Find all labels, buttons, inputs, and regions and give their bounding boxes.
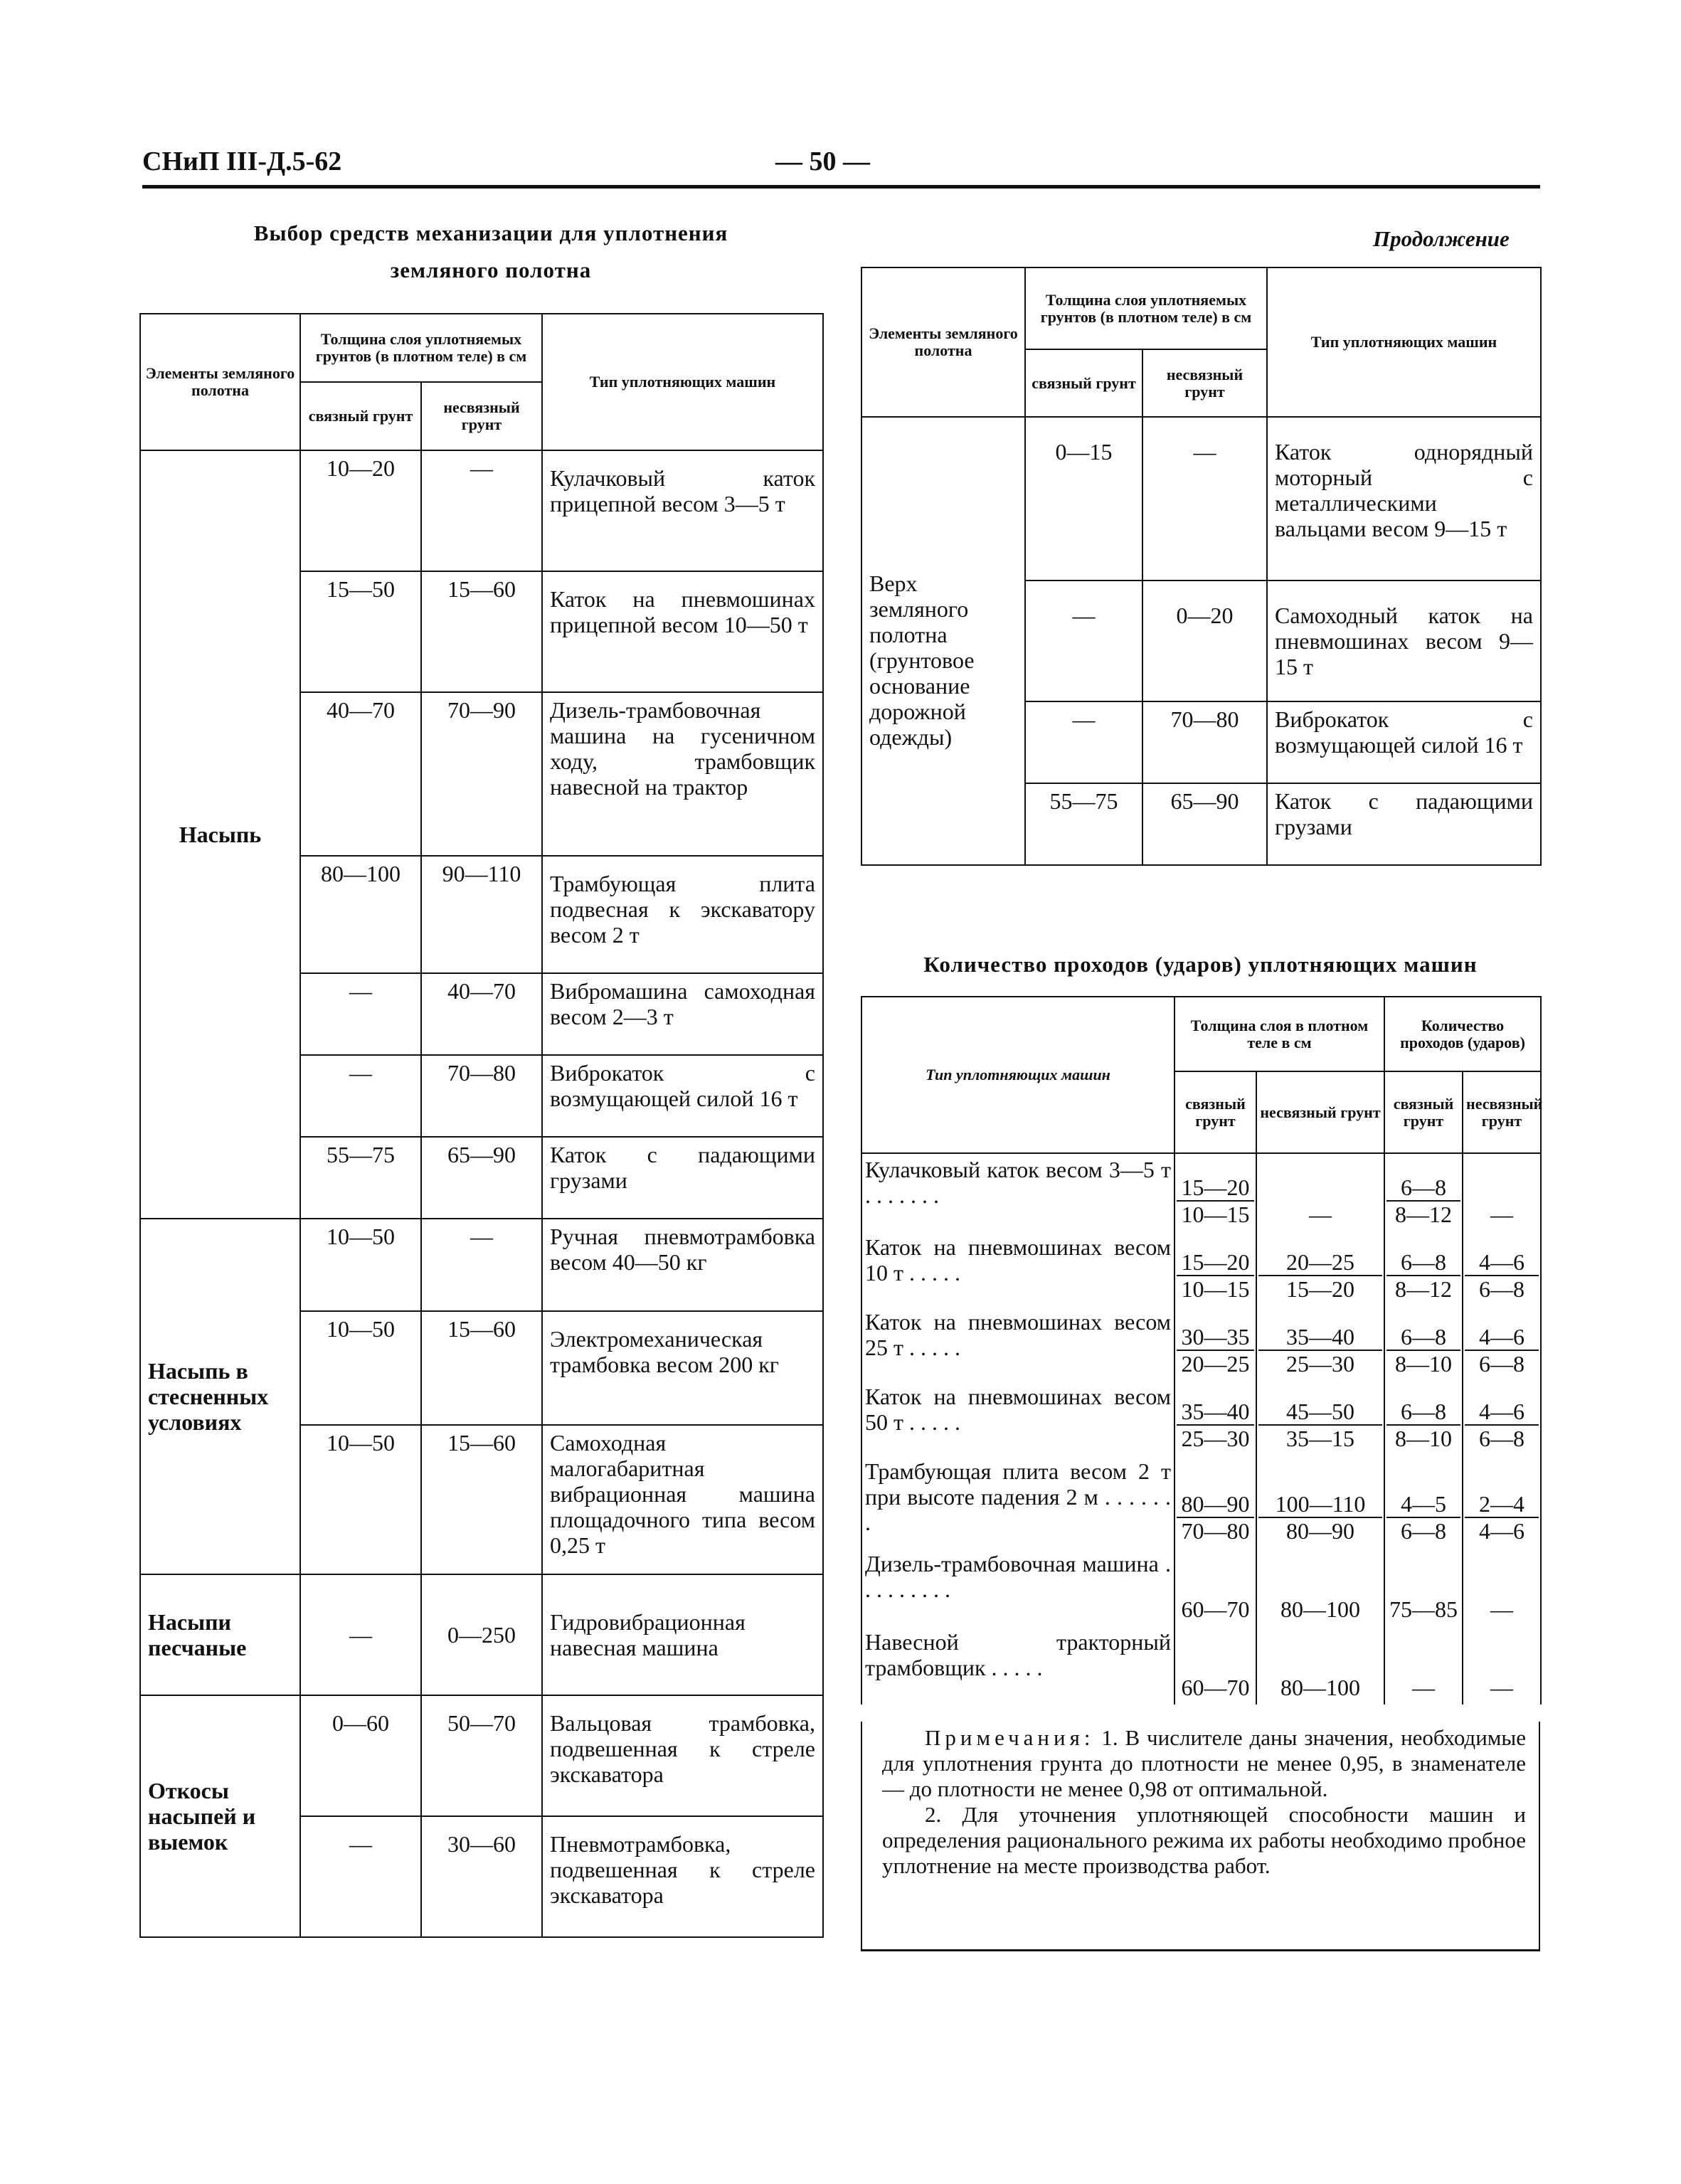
t3-cell-thick-cohesive-value: 60—70 bbox=[1181, 1675, 1250, 1700]
t1-cell-noncohesive: 15—60 bbox=[421, 571, 542, 692]
t1-cell-noncohesive: 40—70 bbox=[421, 973, 542, 1055]
t3-cell-thick-noncohesive-denominator: 80—90 bbox=[1286, 1518, 1354, 1544]
t1-cell-cohesive: 10—50 bbox=[300, 1425, 421, 1574]
t1-element-constrained-embankment: Насыпь в стесненных условиях bbox=[140, 1219, 300, 1574]
t1-header-machine: Тип уплотняющих машин bbox=[542, 314, 823, 450]
table3-caption: Количество проходов (ударов) уплотняющих машин bbox=[923, 952, 1478, 977]
document-code: СНиП III-Д.5-62 bbox=[142, 147, 342, 176]
t1-cell-noncohesive: 65—90 bbox=[421, 1137, 542, 1219]
t3-cell-thick-noncohesive-denominator: 15—20 bbox=[1286, 1276, 1354, 1302]
compaction-passes-table bbox=[861, 996, 1542, 1705]
t3-cell-thick-noncohesive bbox=[1256, 1626, 1384, 1705]
t3-cell-pass-cohesive-numerator: 6—8 bbox=[1386, 1324, 1460, 1351]
t3-cell-pass-cohesive bbox=[1384, 1626, 1463, 1705]
t1-cell-cohesive: — bbox=[300, 1816, 421, 1937]
t1-cell-machine: Электромеханическая трамбовка весом 200 кг bbox=[542, 1311, 823, 1425]
table-row bbox=[861, 1456, 1541, 1548]
table-row bbox=[140, 1574, 823, 1695]
t2-cell-noncohesive: 0—20 bbox=[1142, 581, 1267, 701]
t3-cell-pass-noncohesive-denominator: 6—8 bbox=[1479, 1351, 1525, 1377]
t3-cell-thick-cohesive bbox=[1174, 1456, 1256, 1548]
t1-cell-cohesive: 80—100 bbox=[300, 856, 421, 973]
t3-cell-thick-cohesive-numerator: 15—20 bbox=[1177, 1175, 1254, 1202]
t1-cell-noncohesive: 50—70 bbox=[421, 1695, 542, 1816]
t3-cell-pass-noncohesive bbox=[1463, 1153, 1541, 1231]
t1-header-noncohesive: несвязный грунт bbox=[421, 382, 542, 450]
t3-cell-thick-noncohesive bbox=[1256, 1231, 1384, 1306]
t1-cell-noncohesive: 15—60 bbox=[421, 1311, 542, 1425]
t1-cell-machine: Вибромашина самоходная весом 2—3 т bbox=[542, 973, 823, 1055]
t3-cell-pass-cohesive-denominator: 8—12 bbox=[1395, 1276, 1453, 1302]
t2-header-cohesive: связный грунт bbox=[1025, 349, 1142, 417]
t1-cell-machine: Ручная пневмотрамбовка весом 40—50 кг bbox=[542, 1219, 823, 1311]
t3-cell-pass-cohesive-numerator: 6—8 bbox=[1386, 1175, 1460, 1202]
t1-header-thickness: Толщина слоя уплотняемых грунтов (в плотном теле) в см bbox=[300, 314, 542, 382]
t3-cell-thick-cohesive bbox=[1174, 1153, 1256, 1231]
t2-cell-machine: Виброкаток с возмущающей силой 16 т bbox=[1267, 701, 1541, 783]
table-row bbox=[861, 1626, 1541, 1705]
t3-cell-pass-noncohesive bbox=[1463, 1231, 1541, 1306]
t1-cell-machine: Виброкаток с возмущающей силой 16 т bbox=[542, 1055, 823, 1137]
t3-cell-pass-cohesive-numerator: 6—8 bbox=[1386, 1399, 1460, 1426]
table1-caption-line2: земляного полотна bbox=[390, 258, 592, 282]
note-2: 2. Для уточнения уплотняющей способности машин и определения рационального режима их работы необходимо пробное уплотнение на месте производства работ. bbox=[882, 1802, 1526, 1878]
t1-header-element: Элементы земляного полотна bbox=[140, 314, 300, 450]
t1-cell-machine: Кулачковый каток прицепной весом 3—5 т bbox=[542, 450, 823, 571]
t2-header-element: Элементы земляного полотна bbox=[861, 267, 1025, 417]
t3-cell-pass-cohesive-denominator: 8—10 bbox=[1395, 1426, 1453, 1451]
t1-element-embankment: Насыпь bbox=[140, 450, 300, 1219]
t3-cell-pass-noncohesive-value: — bbox=[1490, 1202, 1514, 1227]
t3-cell-thick-noncohesive-numerator: 35—40 bbox=[1258, 1324, 1382, 1351]
t3-cell-pass-cohesive bbox=[1384, 1306, 1463, 1381]
t3-cell-thick-cohesive bbox=[1174, 1381, 1256, 1456]
t2-header-thickness: Толщина слоя уплотняемых грунтов (в плотном теле) в см bbox=[1025, 267, 1267, 349]
t2-header-machine: Тип уплотняющих машин bbox=[1267, 267, 1541, 417]
t3-cell-pass-noncohesive-value: — bbox=[1490, 1675, 1514, 1700]
top-of-subgrade-table bbox=[861, 267, 1542, 866]
t2-cell-cohesive: 0—15 bbox=[1025, 417, 1142, 581]
t1-cell-machine: Самоходная малогабаритная вибрационная машина площадочного типа весом 0,25 т bbox=[542, 1425, 823, 1574]
table-row bbox=[861, 1231, 1541, 1306]
t3-cell-machine: Каток на пневмошинах весом 10 т . . . . . bbox=[861, 1231, 1174, 1306]
table-row bbox=[140, 450, 823, 571]
t3-cell-machine: Дизель-трамбовочная машина . . . . . . . . . bbox=[861, 1548, 1174, 1626]
t1-cell-noncohesive: — bbox=[421, 1219, 542, 1311]
t3-cell-pass-noncohesive bbox=[1463, 1548, 1541, 1626]
t3-header-thick-cohesive: связный грунт bbox=[1174, 1071, 1256, 1153]
t3-cell-thick-cohesive bbox=[1174, 1306, 1256, 1381]
t3-cell-pass-noncohesive-value: — bbox=[1490, 1596, 1514, 1622]
table-row bbox=[861, 1548, 1541, 1626]
t3-cell-pass-cohesive-denominator: 8—12 bbox=[1395, 1202, 1453, 1227]
t3-cell-pass-cohesive-numerator: 6—8 bbox=[1386, 1249, 1460, 1276]
t3-cell-thick-cohesive-denominator: 20—25 bbox=[1181, 1351, 1250, 1377]
t3-cell-pass-noncohesive bbox=[1463, 1626, 1541, 1705]
t3-cell-thick-noncohesive bbox=[1256, 1306, 1384, 1381]
table-row bbox=[140, 1695, 823, 1816]
t3-cell-thick-noncohesive-numerator: 20—25 bbox=[1258, 1249, 1382, 1276]
t3-cell-pass-noncohesive-numerator: 4—6 bbox=[1465, 1249, 1539, 1276]
t3-cell-thick-cohesive bbox=[1174, 1548, 1256, 1626]
t3-cell-thick-cohesive-denominator: 25—30 bbox=[1181, 1426, 1250, 1451]
t3-cell-thick-cohesive-denominator: 10—15 bbox=[1181, 1202, 1250, 1227]
t1-cell-cohesive: 15—50 bbox=[300, 571, 421, 692]
t2-cell-machine: Самоходный каток на пневмошинах весом 9—15 т bbox=[1267, 581, 1541, 701]
table-row bbox=[861, 1381, 1541, 1456]
t1-cell-cohesive: 10—50 bbox=[300, 1311, 421, 1425]
t1-cell-noncohesive: 30—60 bbox=[421, 1816, 542, 1937]
t3-cell-thick-cohesive-numerator: 30—35 bbox=[1177, 1324, 1254, 1351]
t2-cell-noncohesive: 70—80 bbox=[1142, 701, 1267, 783]
table-row bbox=[861, 1153, 1541, 1231]
page-number: — 50 — bbox=[775, 147, 870, 176]
t2-cell-cohesive: — bbox=[1025, 581, 1142, 701]
t3-cell-pass-cohesive bbox=[1384, 1548, 1463, 1626]
t3-cell-pass-cohesive bbox=[1384, 1231, 1463, 1306]
t3-cell-pass-noncohesive bbox=[1463, 1306, 1541, 1381]
table3-left-rule bbox=[861, 1722, 862, 1949]
t1-cell-machine: Гидровибрационная навесная машина bbox=[542, 1574, 823, 1695]
t3-cell-pass-noncohesive-denominator: 6—8 bbox=[1479, 1426, 1525, 1451]
t2-cell-machine: Каток однорядный моторный с металлическими вальцами весом 9—15 т bbox=[1267, 417, 1541, 581]
t3-cell-pass-cohesive-denominator: 8—10 bbox=[1395, 1351, 1453, 1377]
t3-cell-pass-cohesive-numerator: 4—5 bbox=[1386, 1491, 1460, 1518]
t3-cell-thick-noncohesive-value: 80—100 bbox=[1280, 1675, 1360, 1700]
t1-cell-machine: Трамбующая плита подвесная к экскаватору весом 2 т bbox=[542, 856, 823, 973]
t2-element-subgrade-top: Верх земляного полотна (грунтовое основание дорожной одежды) bbox=[861, 417, 1025, 865]
t3-cell-thick-noncohesive bbox=[1256, 1548, 1384, 1626]
t3-header-pass-noncohesive: несвязный грунт bbox=[1463, 1071, 1541, 1153]
table3-right-rule bbox=[1539, 1722, 1540, 1949]
t3-cell-thick-noncohesive-denominator: 25—30 bbox=[1286, 1351, 1354, 1377]
notes-label: Примечания: bbox=[925, 1725, 1095, 1750]
t3-cell-thick-noncohesive-numerator: 45—50 bbox=[1258, 1399, 1382, 1426]
t1-cell-cohesive: 55—75 bbox=[300, 1137, 421, 1219]
t3-header-thick-noncohesive: несвязный грунт bbox=[1256, 1071, 1384, 1153]
t3-cell-machine: Каток на пневмошинах весом 50 т . . . . . bbox=[861, 1381, 1174, 1456]
t1-cell-noncohesive: 0—250 bbox=[421, 1574, 542, 1695]
table1-caption-line1: Выбор средств механизации для уплотнения bbox=[253, 221, 728, 245]
t3-cell-thick-cohesive-numerator: 80—90 bbox=[1177, 1491, 1254, 1518]
notes-block bbox=[882, 1725, 1526, 1879]
t3-cell-thick-noncohesive-value: — bbox=[1309, 1202, 1332, 1227]
t1-cell-cohesive: 0—60 bbox=[300, 1695, 421, 1816]
t3-cell-pass-cohesive bbox=[1384, 1456, 1463, 1548]
t3-cell-pass-cohesive bbox=[1384, 1153, 1463, 1231]
t3-cell-thick-noncohesive-denominator: 35—15 bbox=[1286, 1426, 1354, 1451]
continuation-label: Продолжение bbox=[1373, 226, 1510, 251]
t1-cell-cohesive: — bbox=[300, 1574, 421, 1695]
t3-cell-thick-cohesive bbox=[1174, 1626, 1256, 1705]
table3-bottom-rule bbox=[861, 1949, 1540, 1951]
t1-cell-cohesive: — bbox=[300, 1055, 421, 1137]
t2-cell-machine: Каток с падающими грузами bbox=[1275, 788, 1533, 839]
t3-cell-thick-cohesive bbox=[1174, 1231, 1256, 1306]
t2-cell-noncohesive: 65—90 bbox=[1142, 783, 1267, 865]
t2-cell-noncohesive: — bbox=[1142, 417, 1267, 581]
t3-cell-pass-noncohesive bbox=[1463, 1381, 1541, 1456]
table-row bbox=[140, 1219, 823, 1311]
t1-cell-noncohesive: 15—60 bbox=[421, 1425, 542, 1574]
t3-cell-machine: Навесной тракторный трамбовщик . . . . . bbox=[861, 1626, 1174, 1705]
t3-cell-pass-noncohesive-numerator: 4—6 bbox=[1465, 1324, 1539, 1351]
t1-cell-noncohesive: 70—90 bbox=[421, 692, 542, 856]
t3-cell-thick-noncohesive bbox=[1256, 1456, 1384, 1548]
t1-cell-noncohesive: 70—80 bbox=[421, 1055, 542, 1137]
t3-cell-thick-noncohesive bbox=[1256, 1153, 1384, 1231]
t3-cell-thick-cohesive-denominator: 70—80 bbox=[1181, 1518, 1250, 1544]
t2-header-noncohesive: несвязный грунт bbox=[1142, 349, 1267, 417]
t3-cell-pass-noncohesive bbox=[1463, 1456, 1541, 1548]
t1-cell-machine: Дизель-трамбовочная машина на гусеничном ходу, трамбовщик навесной на трактор bbox=[542, 692, 823, 856]
t1-element-sand-embankment: Насыпи песчаные bbox=[140, 1574, 300, 1695]
t1-cell-cohesive: — bbox=[300, 973, 421, 1055]
t1-element-slopes: Откосы насыпей и выемок bbox=[140, 1695, 300, 1937]
t3-cell-pass-noncohesive-denominator: 4—6 bbox=[1479, 1518, 1525, 1544]
t1-cell-cohesive: 10—50 bbox=[300, 1219, 421, 1311]
t1-cell-machine: Вальцовая трамбовка, подвешенная к стреле экскаватора bbox=[542, 1695, 823, 1816]
t1-cell-machine: Каток с падающими грузами bbox=[542, 1137, 823, 1219]
t2-cell-cohesive: 55—75 bbox=[1025, 783, 1142, 865]
t3-cell-thick-cohesive-numerator: 35—40 bbox=[1177, 1399, 1254, 1426]
t3-header-thickness: Толщина слоя в плотном теле в см bbox=[1174, 997, 1384, 1071]
t3-cell-thick-noncohesive-value: 80—100 bbox=[1280, 1596, 1360, 1622]
t3-cell-machine: Каток на пневмошинах весом 25 т . . . . . bbox=[861, 1306, 1174, 1381]
t3-cell-pass-noncohesive-numerator: 4—6 bbox=[1465, 1399, 1539, 1426]
t1-cell-machine: Пневмотрамбовка, подвешенная к стреле экскаватора bbox=[550, 1831, 815, 1908]
t2-cell-cohesive: — bbox=[1025, 701, 1142, 783]
t3-cell-machine: Кулачковый каток весом 3—5 т . . . . . . . bbox=[861, 1153, 1174, 1231]
t3-cell-thick-noncohesive-numerator: 100—110 bbox=[1258, 1491, 1382, 1518]
mechanization-selection-table bbox=[139, 313, 824, 1938]
t3-cell-thick-cohesive-value: 60—70 bbox=[1181, 1596, 1250, 1622]
t3-cell-thick-noncohesive bbox=[1256, 1381, 1384, 1456]
t1-cell-noncohesive: 90—110 bbox=[421, 856, 542, 973]
t3-cell-pass-noncohesive-numerator: 2—4 bbox=[1465, 1491, 1539, 1518]
table-row bbox=[861, 1306, 1541, 1381]
t3-header-passes: Количество проходов (ударов) bbox=[1384, 997, 1541, 1071]
t3-cell-pass-cohesive-value: — bbox=[1412, 1675, 1436, 1700]
t3-cell-thick-cohesive-denominator: 10—15 bbox=[1181, 1276, 1250, 1302]
t1-cell-cohesive: 40—70 bbox=[300, 692, 421, 856]
t3-cell-pass-cohesive-value: 75—85 bbox=[1389, 1596, 1458, 1622]
header-rule bbox=[142, 185, 1540, 189]
t3-cell-pass-noncohesive-denominator: 6—8 bbox=[1479, 1276, 1525, 1302]
t3-cell-thick-cohesive-numerator: 15—20 bbox=[1177, 1249, 1254, 1276]
t3-cell-pass-cohesive bbox=[1384, 1381, 1463, 1456]
note-1: 1. В числителе даны значения, необходимые для уплотнения грунта до плотности не менее 0,95, в знаменателе — до плотности не менее 0,98 от оптимальной. bbox=[882, 1725, 1527, 1801]
t1-header-cohesive: связный грунт bbox=[300, 382, 421, 450]
table-row bbox=[861, 417, 1541, 581]
t3-cell-machine: Трамбующая плита весом 2 т при высоте падения 2 м . . . . . . . bbox=[861, 1456, 1174, 1548]
t1-cell-noncohesive: — bbox=[421, 450, 542, 571]
t1-cell-machine: Каток на пневмошинах прицепной весом 10—50 т bbox=[542, 571, 823, 692]
t3-cell-pass-cohesive-denominator: 6—8 bbox=[1401, 1518, 1447, 1544]
t1-cell-cohesive: 10—20 bbox=[300, 450, 421, 571]
t3-header-machine: Тип уплотняющих машин bbox=[861, 997, 1174, 1153]
t3-header-pass-cohesive: связный грунт bbox=[1384, 1071, 1463, 1153]
